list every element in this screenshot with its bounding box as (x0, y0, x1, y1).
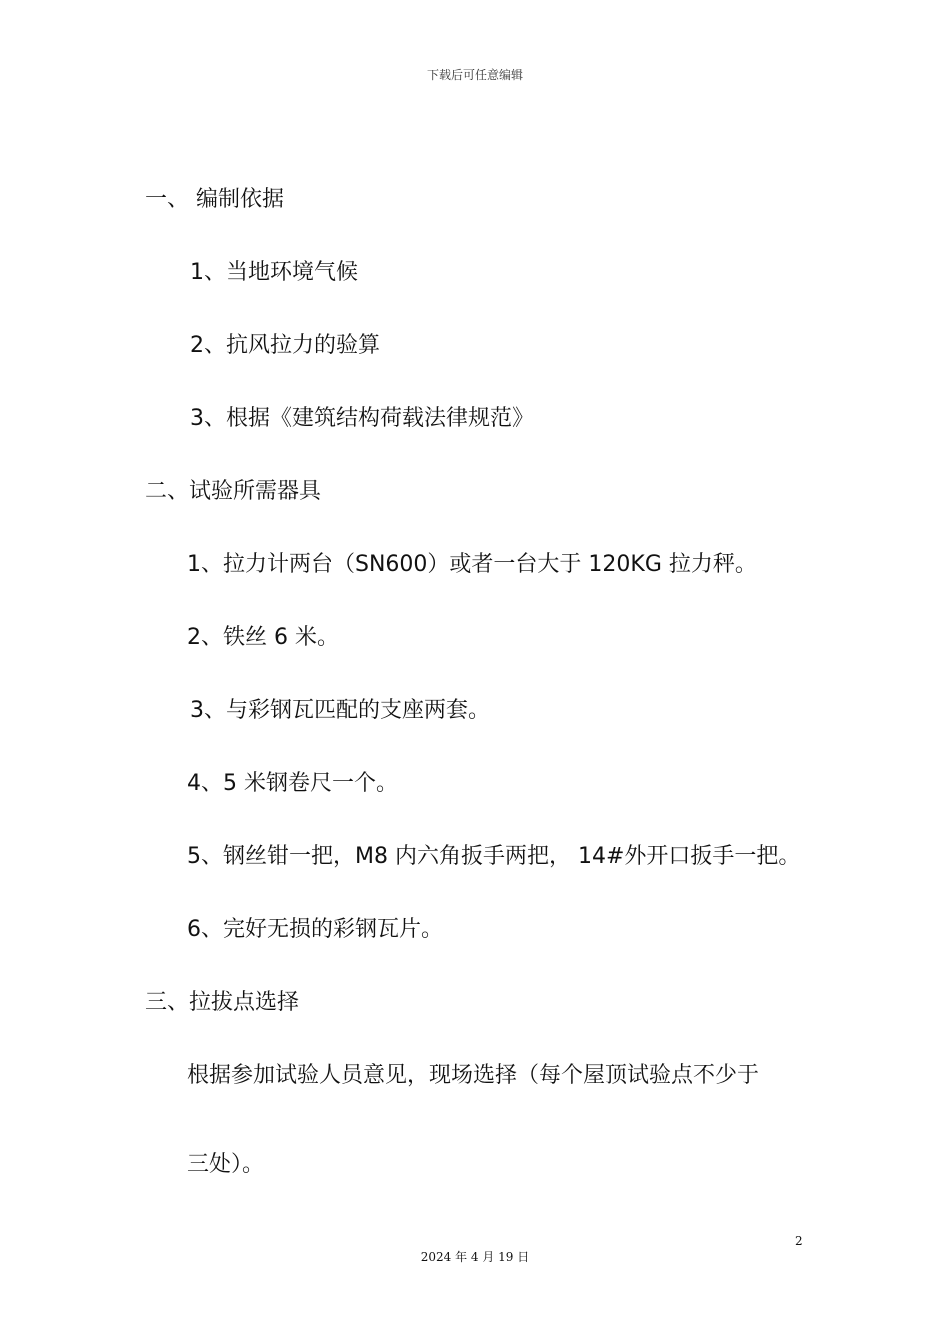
section-2-item-6: 6、完好无损的彩钢瓦片。 (187, 917, 443, 942)
section-1-item-3: 3、根据《建筑结构荷载法律规范》 (190, 406, 534, 431)
section-2-item-4: 4、5 米钢卷尺一个。 (187, 771, 398, 796)
section-2-item-2: 2、铁丝 6 米。 (187, 625, 339, 650)
section-1-item-1: 1、当地环境气候 (190, 260, 358, 285)
section-1-item-2: 2、抗风拉力的验算 (190, 333, 380, 358)
footer-date: 2024 年 4 月 19 日 (420, 1250, 530, 1264)
section-2-item-3: 3、与彩钢瓦匹配的支座两套。 (190, 698, 490, 723)
section-1-heading: 一、 编制依据 (145, 187, 284, 212)
section-2-heading: 二、试验所需器具 (145, 479, 322, 504)
page-number: 2 (795, 1234, 803, 1248)
section-3-paragraph-line-2: 三处）。 (187, 1152, 265, 1177)
section-2-item-5: 5、钢丝钳一把，M8 内六角扳手两把， 14#外开口扳手一把。 (187, 844, 801, 869)
section-3-paragraph-line-1: 根据参加试验人员意见，现场选择（每个屋顶试验点不少于 (187, 1063, 760, 1088)
page-header: 下载后可任意编辑 (426, 68, 523, 82)
section-2-item-1: 1、拉力计两台（SN600）或者一台大于 120KG 拉力秤。 (187, 552, 757, 577)
section-3-heading: 三、拉拔点选择 (145, 990, 300, 1015)
